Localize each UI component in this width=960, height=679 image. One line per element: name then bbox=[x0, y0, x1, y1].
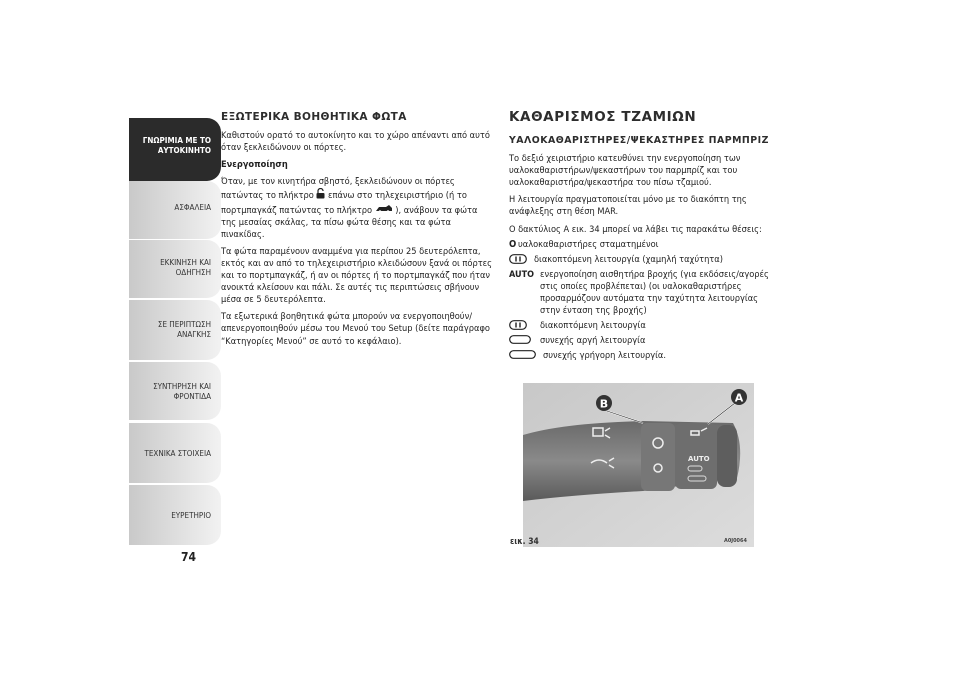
setup-paragraph: Τα εξωτερικά βοηθητικά φώτα μπορούν να ενεργοποιηθούν/απενεργοποιηθούν μέσω του Μενού του Setup (δείτε παράγραφο “Κατηγορίες Μενού” σε αυτό το κεφάλαιο). bbox=[221, 311, 490, 347]
intro-paragraph: Καθιστούν ορατό το αυτοκίνητο και το χώρο απέναντι από αυτό όταν ξεκλειδώνουν οι πόρτες. bbox=[221, 130, 490, 154]
tab-technical-data[interactable] bbox=[129, 423, 221, 483]
mode-text: διακοπτόμενη λειτουργία bbox=[540, 320, 646, 332]
control-paragraph: Το δεξιό χειριστήριο κατευθύνει την ενεργοποίηση των υαλοκαθαριστήρων/ψεκαστήρων του παρμπρίζ και του υαλοκαθαριστήρα/ψεκαστήρα του πίσω τζαμιού. bbox=[509, 153, 741, 189]
left-column bbox=[221, 111, 494, 353]
tab-safety[interactable] bbox=[129, 181, 221, 239]
wiper-stalk-figure bbox=[523, 383, 754, 547]
tab-maintenance[interactable] bbox=[129, 362, 221, 420]
figure-code: A0J0064 bbox=[724, 538, 747, 544]
subsection-title: ΥΑΛΟΚΑΘΑΡΙΣΤΗΡΕΣ/ΨΕΚΑΣΤΗΡΕΣ ΠΑΡΜΠΡΙΖ bbox=[509, 135, 769, 147]
tab-label: ΣΕ ΠΕΡΙΠΤΩΣΗ ΑΝΑΓΚΗΣ bbox=[157, 320, 211, 339]
tab-label: ΑΣΦΑΛΕΙΑ bbox=[174, 203, 211, 212]
mode-intermittent bbox=[509, 320, 779, 332]
tab-starting-driving[interactable] bbox=[129, 240, 221, 298]
activation-text-2: επάνω στο τηλεχειριστήριο (ή το πορτμπαγκάζ πατώντας το πλήκτρο bbox=[221, 190, 467, 216]
tab-index[interactable] bbox=[129, 485, 221, 545]
tab-label: ΕΚΚΙΝΗΣΗ ΚΑΙ ΟΔΗΓΗΣΗ bbox=[160, 258, 211, 277]
unlock-icon bbox=[316, 188, 325, 203]
mode-text: συνεχής γρήγορη λειτουργία. bbox=[543, 350, 667, 362]
ignition-paragraph: Η λειτουργία πραγματοποιείται μόνο με το διακόπτη της ανάφλεξης στη θέση MAR. bbox=[509, 194, 747, 218]
figure-caption: εικ. 34 bbox=[510, 537, 539, 547]
tab-label: ΤΕΧΝΙΚΑ ΣΤΟΙΧΕΙΑ bbox=[144, 449, 211, 458]
activation-text-1: Όταν, με τον κινητήρα σβηστό, ξεκλειδώνουν οι πόρτες πατώντας το πλήκτρο bbox=[221, 176, 455, 202]
intermittent-wiper-icon bbox=[509, 254, 527, 268]
fast-wiper-icon bbox=[509, 350, 536, 363]
mode-continuous-fast bbox=[509, 350, 779, 362]
trunk-icon bbox=[375, 204, 393, 217]
activation-heading: Ενεργοποίηση bbox=[221, 159, 288, 171]
tab-getting-to-know-car[interactable] bbox=[129, 118, 221, 181]
mode-auto bbox=[509, 269, 779, 317]
tab-emergency[interactable] bbox=[129, 300, 221, 360]
activation-paragraph bbox=[221, 176, 494, 241]
section-title: ΚΑΘΑΡΙΣΜΟΣ ΤΖΑΜΙΩΝ bbox=[509, 109, 697, 125]
ring-paragraph: Ο δακτύλιος A εικ. 34 μπορεί να λάβει τις παρακάτω θέσεις: bbox=[509, 223, 762, 235]
page-number: 74 bbox=[181, 550, 197, 564]
mode-text: υαλοκαθαριστήρες σταματημένοι bbox=[518, 238, 659, 250]
mode-continuous-slow bbox=[509, 335, 779, 347]
section-title: ΕΞΩΤΕΡΙΚΑ ΒΟΗΘΗΤΙΚΑ ΦΩΤΑ bbox=[221, 111, 407, 123]
activation-text-3: ), ανάβουν τα φώτα της μεσαίας σκάλας, τα πίσω φώτα θέσης και τα φώτα πινακίδας. bbox=[221, 204, 478, 240]
mode-symbol-auto: AUTO bbox=[509, 269, 534, 280]
intermittent-wiper-icon bbox=[509, 320, 527, 334]
auto-label: AUTO bbox=[688, 455, 710, 463]
tab-label: ΣΥΝΤΗΡΗΣΗ ΚΑΙ ΦΡΟΝΤΙΔΑ bbox=[153, 382, 211, 401]
tab-label: ΕΥΡΕΤΗΡΙΟ bbox=[171, 511, 211, 520]
right-column bbox=[509, 111, 779, 366]
slow-wiper-icon bbox=[509, 335, 531, 348]
duration-paragraph: Τα φώτα παραμένουν αναμμένα για περίπου 25 δευτερόλεπτα, εκτός και αν από το τηλεχειριστήριο κλειδώσουν ξανά οι πόρτες και το πορτμπαγκάζ, ή αν οι πόρτες ή το πορτμπαγκάζ που ήταν ανοικτά κλείσουν και πάλι. Σε αυτές τις περιπτώσεις σβήνουν μέσα σε 5 δευτερόλεπτα. bbox=[221, 245, 492, 306]
label-a: A bbox=[734, 391, 744, 405]
mode-symbol-off: O bbox=[509, 238, 517, 250]
tab-label: ΓΝΩΡΙΜΙΑ ΜΕ ΤΟ ΑΥΤΟΚΙΝΗΤΟ bbox=[142, 136, 211, 155]
mode-text: συνεχής αργή λειτουργία bbox=[540, 335, 646, 347]
mode-text: διακοπτόμενη λειτουργία (χαμηλή ταχύτητα) bbox=[534, 253, 723, 265]
label-b: B bbox=[599, 397, 609, 411]
mode-off bbox=[509, 239, 779, 251]
mode-text: ενεργοποίηση αισθητήρα βροχής (για εκδόσεις/αγορές στις οποίες προβλέπεται) (οι υαλοκαθαριστήρες προσαρμόζουν αυτόματα την ταχύτητα λειτουργίας στην ένταση της βροχής) bbox=[540, 268, 769, 317]
mode-intermittent-low bbox=[509, 254, 779, 266]
